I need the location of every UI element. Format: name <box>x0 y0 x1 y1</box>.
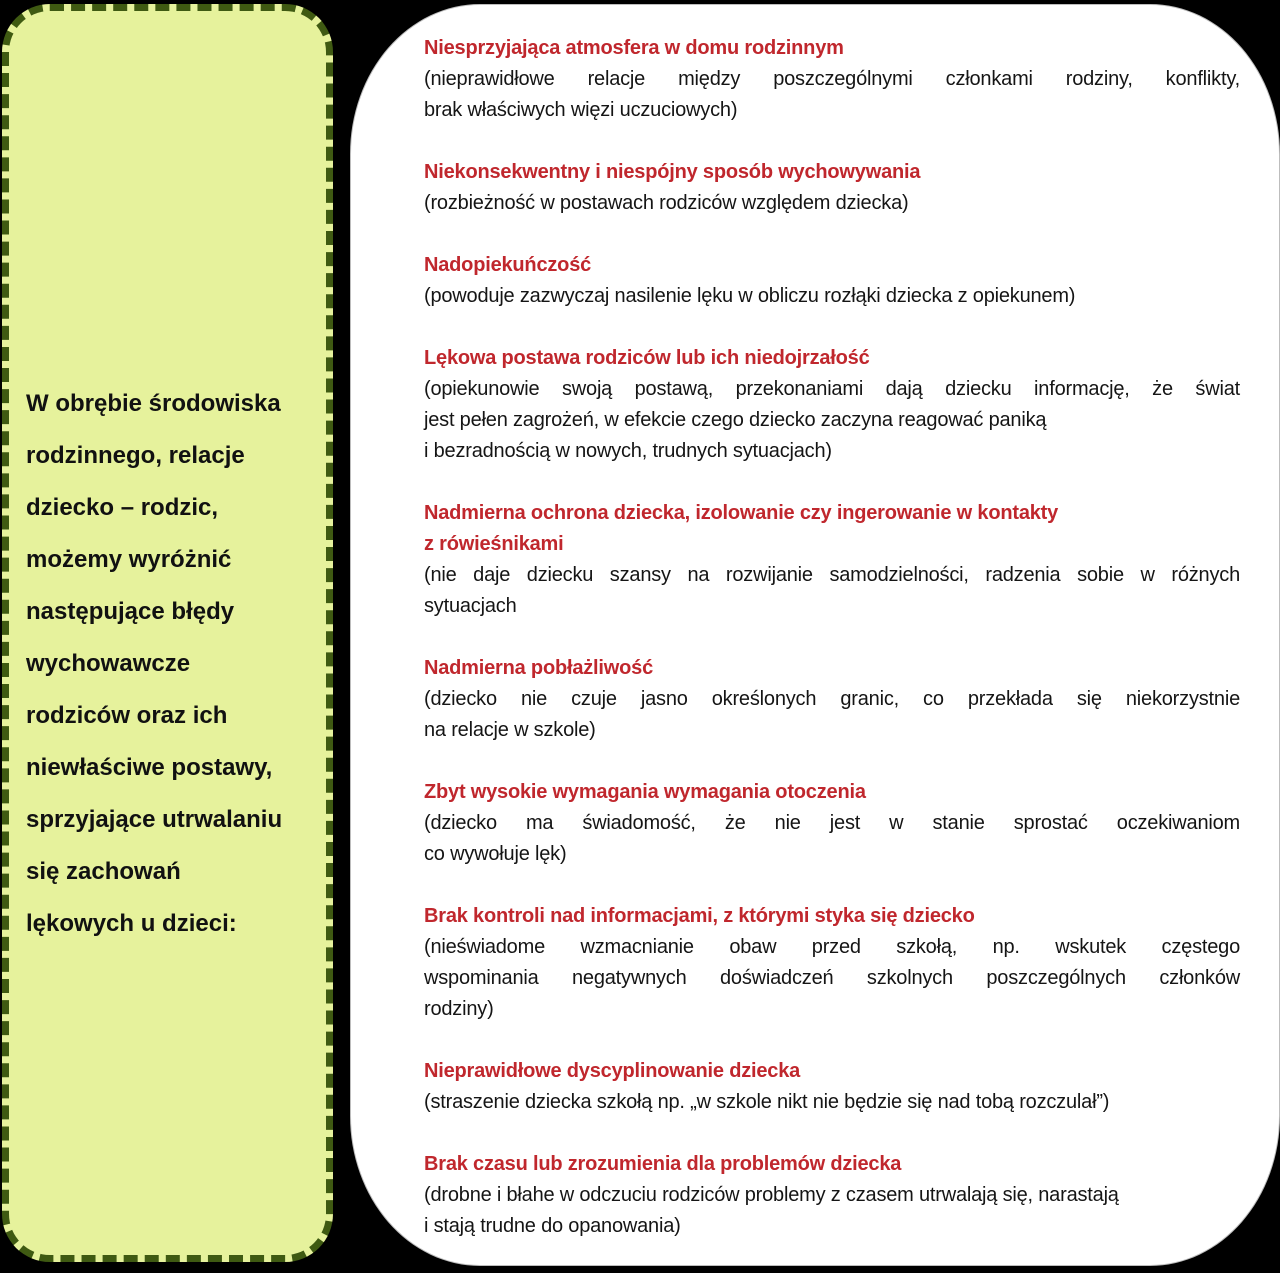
item-description: rodziny) <box>424 998 494 1020</box>
item-description: wspominania negatywnych doświadczeń szkolnych poszczególnych członków <box>424 967 1240 989</box>
item-title: Lękowa postawa rodziców lub ich niedojrzałość <box>424 347 870 369</box>
item-description: i stają trudne do opanowania) <box>424 1215 681 1237</box>
item-description: (dziecko nie czuje jasno określonych granic, co przekłada się niekorzystnie <box>424 688 1240 710</box>
item-title: Nadmierna ochrona dziecka, izolowanie czy ingerowanie w kontakty <box>424 502 1059 524</box>
item-title: Nadmierna pobłażliwość <box>424 657 653 679</box>
intro-line: niewłaściwe postawy, <box>26 754 273 781</box>
list-item-disciplining <box>424 1056 1240 1118</box>
intro-line: lękowych u dzieci: <box>26 910 237 937</box>
item-description: (opiekunowie swoją postawą, przekonaniami dają dziecku informację, że świat <box>424 378 1240 400</box>
item-description: na relacje w szkole) <box>424 719 596 741</box>
item-description: (rozbieżność w postawach rodziców względem dziecka) <box>424 192 909 214</box>
item-title: z rówieśnikami <box>424 533 564 555</box>
list-item-lack-of-time <box>424 1149 1240 1242</box>
intro-line: rodziców oraz ich <box>26 702 228 729</box>
intro-line: rodzinnego, relacje <box>26 442 245 469</box>
item-description: (dziecko ma świadomość, że nie jest w stanie sprostać oczekiwaniom <box>424 812 1240 834</box>
list-item-inconsistency <box>424 157 1240 219</box>
list-item-high-demands <box>424 777 1240 870</box>
item-title: Brak kontroli nad informacjami, z którymi styka się dziecko <box>424 905 975 927</box>
intro-line: W obrębie środowiska <box>26 390 281 417</box>
item-description: (nie daje dziecku szansy na rozwijanie samodzielności, radzenia sobie w różnych <box>424 564 1240 586</box>
item-description: i bezradnością w nowych, trudnych sytuacjach) <box>424 440 832 462</box>
item-description: (nieświadome wzmacnianie obaw przed szkołą, np. wskutek częstego <box>424 936 1240 958</box>
list-item-anxious-attitude <box>424 343 1240 467</box>
list-item-information-control <box>424 901 1240 1025</box>
parenting-errors-list <box>424 33 1240 1273</box>
intro-line: dziecko – rodzic, <box>26 494 219 521</box>
item-description: sytuacjach <box>424 595 517 617</box>
item-title: Nadopiekuńczość <box>424 254 592 276</box>
item-description: (powoduje zazwyczaj nasilenie lęku w obliczu rozłąki dziecka z opiekunem) <box>424 285 1076 307</box>
intro-line: sprzyjające utrwalaniu <box>26 806 283 833</box>
item-description: brak właściwych więzi uczuciowych) <box>424 99 738 121</box>
item-title: Nieprawidłowe dyscyplinowanie dziecka <box>424 1060 801 1082</box>
list-item-excessive-protection <box>424 498 1240 622</box>
list-item-atmosphere <box>424 33 1240 126</box>
intro-line: następujące błędy <box>26 598 235 625</box>
item-description: (straszenie dziecka szkołą np. „w szkole nikt nie będzie się nad tobą rozczulał”) <box>424 1091 1110 1113</box>
intro-text <box>26 378 326 950</box>
item-description: co wywołuje lęk) <box>424 843 567 865</box>
item-title: Brak czasu lub zrozumienia dla problemów dziecka <box>424 1153 902 1175</box>
item-description: (nieprawidłowe relacje między poszczególnymi członkami rodziny, konflikty, <box>424 68 1240 90</box>
item-title: Zbyt wysokie wymagania wymagania otoczenia <box>424 781 866 803</box>
intro-line: się zachowań <box>26 858 181 885</box>
item-description: jest pełen zagrożeń, w efekcie czego dziecko zaczyna reagować paniką <box>424 409 1047 431</box>
list-item-leniency <box>424 653 1240 746</box>
item-title: Niesprzyjająca atmosfera w domu rodzinnym <box>424 37 844 59</box>
intro-line: możemy wyróżnić <box>26 546 232 573</box>
item-title: Niekonsekwentny i niespójny sposób wychowywania <box>424 161 921 183</box>
item-description: (drobne i błahe w odczuciu rodziców problemy z czasem utrwalają się, narastają <box>424 1184 1119 1206</box>
list-item-overprotectiveness <box>424 250 1240 312</box>
intro-line: wychowawcze <box>26 650 191 677</box>
